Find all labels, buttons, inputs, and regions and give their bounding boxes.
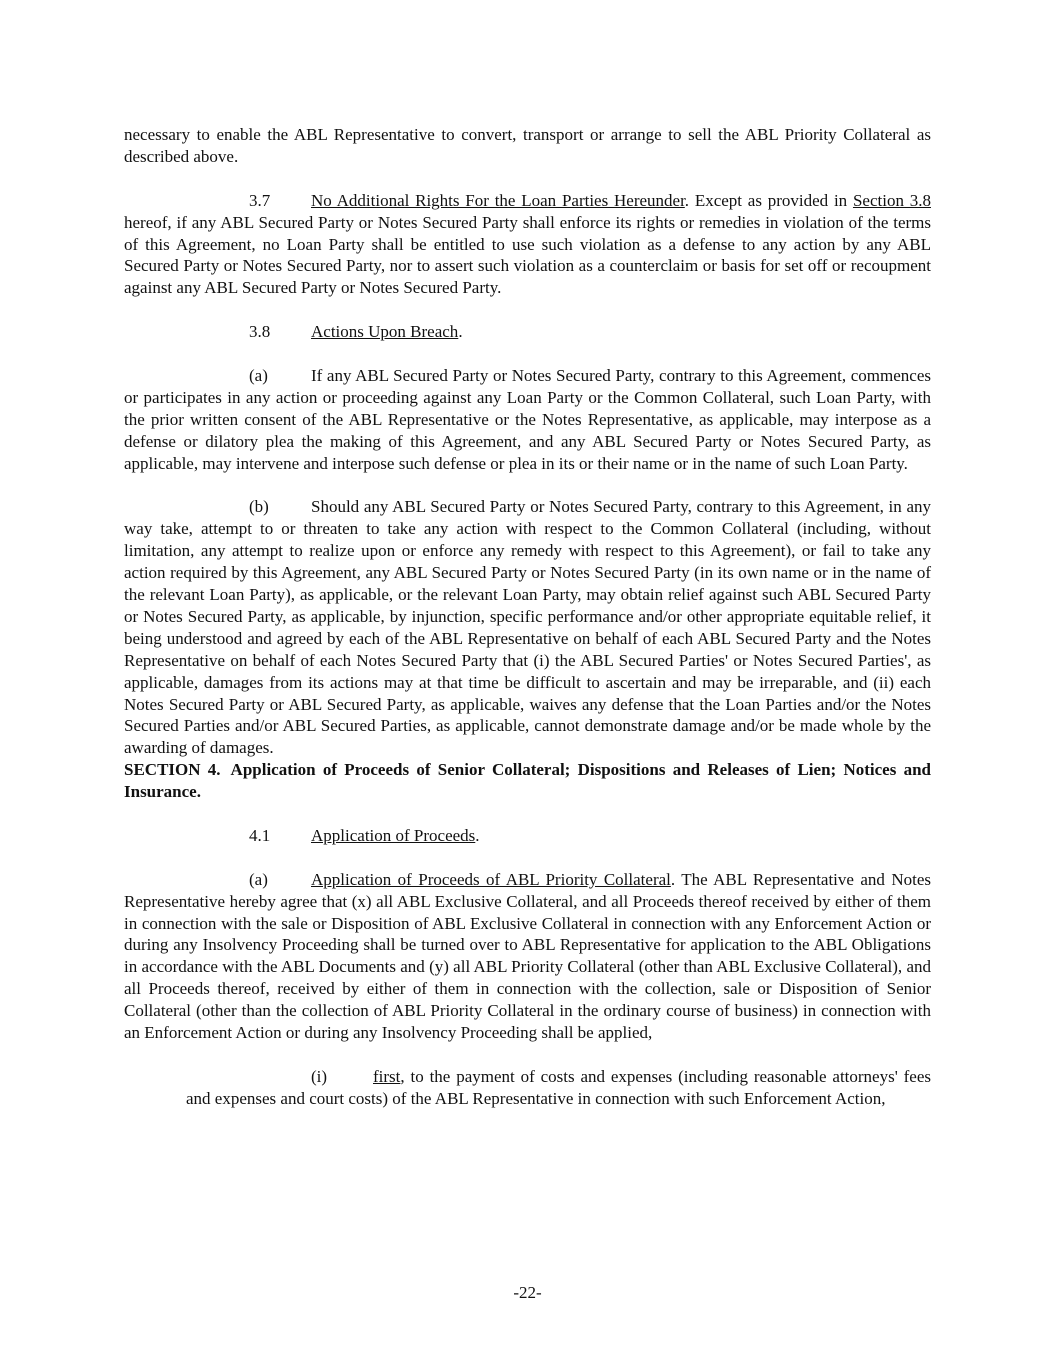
- subclause-container: [124, 1066, 931, 1110]
- section-number: 3.7: [249, 190, 271, 210]
- section-title: Actions Upon Breach: [311, 322, 459, 342]
- paragraph-section-4-1-a-i: [186, 1066, 931, 1110]
- section-punctuation: .: [458, 322, 463, 342]
- paragraph-section-4-1-a: [124, 869, 931, 1044]
- document-page: [124, 124, 931, 1110]
- section-4-heading: [124, 759, 931, 803]
- section-number: 4.1: [249, 825, 271, 845]
- subclause-keyword: first: [373, 1066, 401, 1086]
- section-title: No Additional Rights For the Loan Parties Hereunder: [311, 190, 685, 210]
- paragraph-section-4-1: [124, 825, 931, 847]
- paragraph-section-3-8-a: [124, 365, 931, 475]
- paragraph-section-3-8: [124, 321, 931, 343]
- clause-label: (a): [249, 365, 268, 385]
- section-label: SECTION 4.: [124, 760, 221, 780]
- page-number: -22-: [513, 1283, 542, 1302]
- clause-body: . The ABL Representative and Notes Representative hereby agree that (x) all ABL Exclusive Collateral, and all Proceeds thereof received by either of them in connection with the sale or Disposition of ABL Exclusive Collateral in connection with any Enforcement Action or during any Insolvency Proceeding shall be turned over to ABL Representative for application to the ABL Obligations in accordance with the ABL Documents and (y) all ABL Priority Collateral (other than ABL Exclusive Collateral), and all Proceeds thereof, received by either of them in connection with the collection, sale or Disposition of Senior Collateral (other than the collection of ABL Priority Collateral in the ordinary course of business) in connection with an Enforcement Action or during any Insolvency Proceeding shall be applied,: [124, 869, 931, 1043]
- section-number: 3.8: [249, 322, 271, 342]
- clause-label: (b): [249, 497, 269, 517]
- section-title: Application of Proceeds: [311, 825, 476, 845]
- clause-label: (a): [249, 869, 268, 889]
- subclause-label: (i): [311, 1066, 328, 1086]
- subclause-body: , to the payment of costs and expenses (including reasonable attorneys' fees and expenses and court costs) of the ABL Representative in connection with such Enforcement Action,: [186, 1066, 931, 1108]
- section-text: . Except as provided in: [684, 190, 853, 210]
- section-body: hereof, if any ABL Secured Party or Notes Secured Party shall enforce its rights or remedies in violation of the terms of this Agreement, no Loan Party shall be entitled to use such violation as a defense to any action by any ABL Secured Party or Notes Secured Party, nor to assert such violation as a counterclaim or basis for set off or recoupment against any ABL Secured Party or Notes Secured Party.: [124, 212, 931, 298]
- clause-body: If any ABL Secured Party or Notes Secured Party, contrary to this Agreement, commences or participates in any action or proceeding against any Loan Party or the Common Collateral, such Loan Party, with the prior written consent of the ABL Representative or the Notes Representative, as applicable, may interpose as a defense or dilatory plea the making of this Agreement, and any ABL Secured Party or Notes Secured Party, as applicable, may intervene and interpose such defense or plea in its or their name or in the name of such Loan Party.: [124, 365, 931, 473]
- paragraph-intro: necessary to enable the ABL Representative to convert, transport or arrange to sell the ABL Priority Collateral as described above.: [124, 125, 931, 166]
- clause-title: Application of Proceeds of ABL Priority Collateral: [311, 869, 671, 889]
- section-punctuation: .: [475, 825, 480, 845]
- section-reference-link[interactable]: Section 3.8: [852, 190, 931, 210]
- paragraph-section-3-7: [124, 190, 931, 300]
- clause-body: Should any ABL Secured Party or Notes Secured Party, contrary to this Agreement, in any way take, attempt to or threaten to take any action with respect to the Common Collateral (including, without limitation, any attempt to realize upon or enforce any remedy with respect to this Agreement), or fail to take any action required by this Agreement, any ABL Secured Party or Notes Secured Party (in its own name or in the name of the relevant Loan Party), as applicable, or the relevant Loan Party, may obtain relief against such ABL Secured Party or Notes Secured Party, as applicable, by injunction, specific performance and/or other appropriate equitable relief, it being understood and agreed by each of the ABL Representative on behalf of each ABL Secured Party and the Notes Representative on behalf of each Notes Secured Party that (i) the ABL Secured Parties' or Notes Secured Parties', as applicable, damages from its actions may at that time be difficult to ascertain and may be irreparable, and (ii) each Notes Secured Party or ABL Secured Party, as applicable, waives any defense that the Loan Parties and/or the Notes Secured Parties and/or ABL Secured Parties, as applicable, cannot demonstrate damage and/or be made whole by the awarding of damages.: [124, 497, 931, 758]
- section-heading-title: Application of Proceeds of Senior Collateral; Dispositions and Releases of Lien; Notices and Insurance.: [124, 760, 931, 802]
- paragraph-section-3-8-b: [124, 496, 931, 759]
